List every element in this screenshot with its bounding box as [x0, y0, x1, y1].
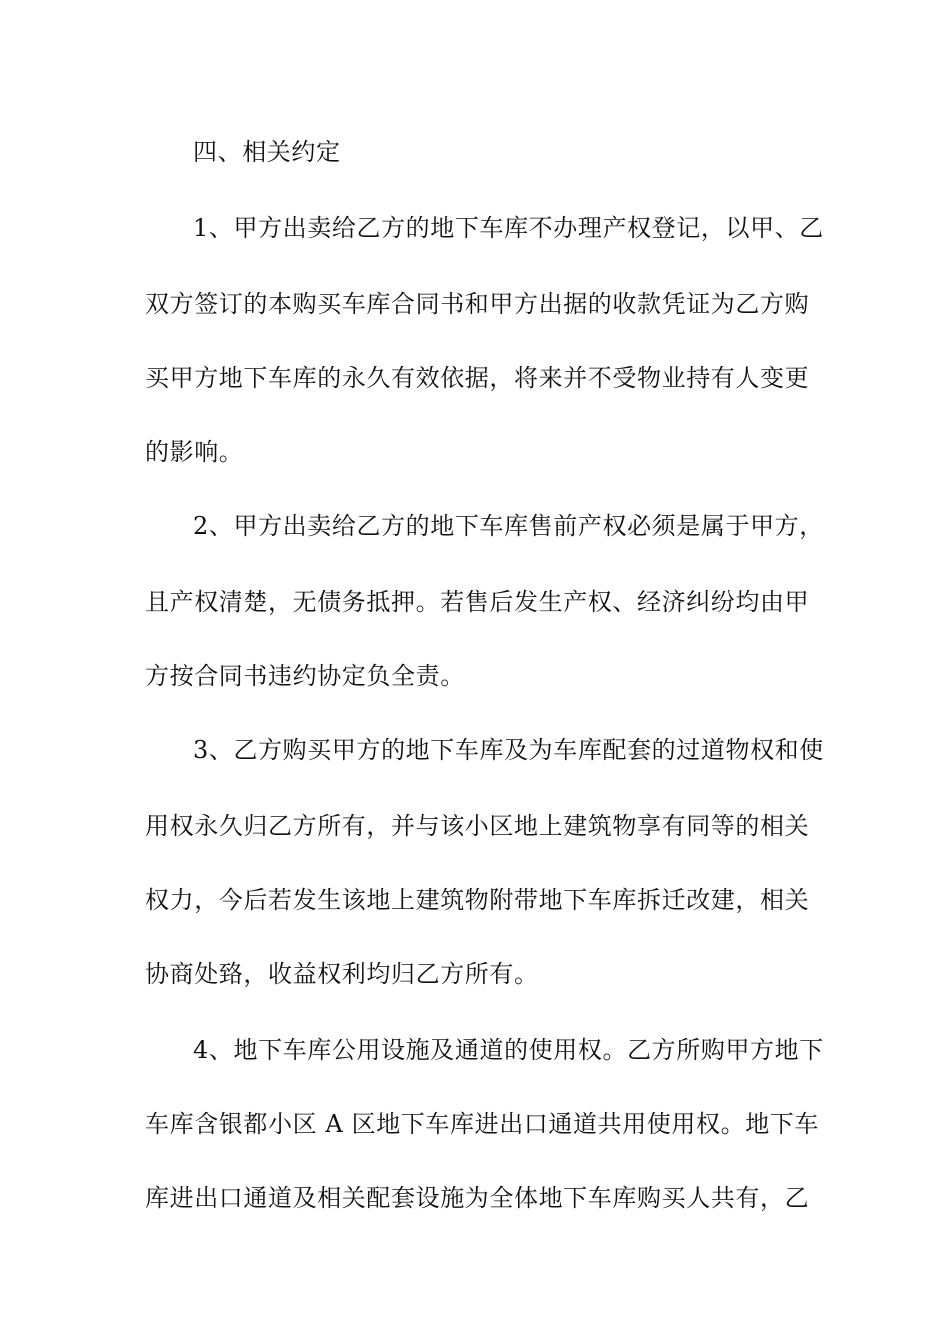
- clause-4-line-3: 库进出口通道及相关配套设施为全体地下车库购买人共有，乙: [145, 1184, 810, 1212]
- clause-2-line-1: 2、甲方出卖给乙方的地下车库售前产权必须是属于甲方，: [193, 512, 824, 540]
- clause-1-line-3: 买甲方地下车库的永久有效依据，将来并不受物业持有人变更: [145, 364, 810, 392]
- clause-3-line-4: 协商处臵，收益权利均归乙方所有。: [145, 960, 539, 988]
- clause-3-line-3: 权力，今后若发生该地上建筑物附带地下车库拆迁改建，相关: [145, 886, 810, 914]
- clause-1-line-2: 双方签订的本购买车库合同书和甲方出据的收款凭证为乙方购: [145, 290, 810, 318]
- clause-4-line-1: 4、地下车库公用设施及通道的使用权。乙方所购甲方地下: [193, 1036, 824, 1064]
- section-heading: 四、相关约定: [193, 138, 341, 166]
- clause-3-line-2: 用权永久归乙方所有，并与该小区地上建筑物享有同等的相关: [145, 812, 810, 840]
- clause-1-line-4: 的影响。: [145, 438, 244, 466]
- clause-3-line-1: 3、乙方购买甲方的地下车库及为车库配套的过道物权和使: [193, 736, 824, 764]
- clause-2-line-2: 且产权清楚，无债务抵押。若售后发生产权、经济纠纷均由甲: [145, 588, 810, 616]
- clause-4-line-2: 车库含银都小区 A 区地下车库进出口通道共用使用权。地下车: [145, 1110, 819, 1138]
- clause-1-line-1: 1、甲方出卖给乙方的地下车库不办理产权登记，以甲、乙: [193, 214, 824, 242]
- clause-2-line-3: 方按合同书违约协定负全责。: [145, 662, 465, 690]
